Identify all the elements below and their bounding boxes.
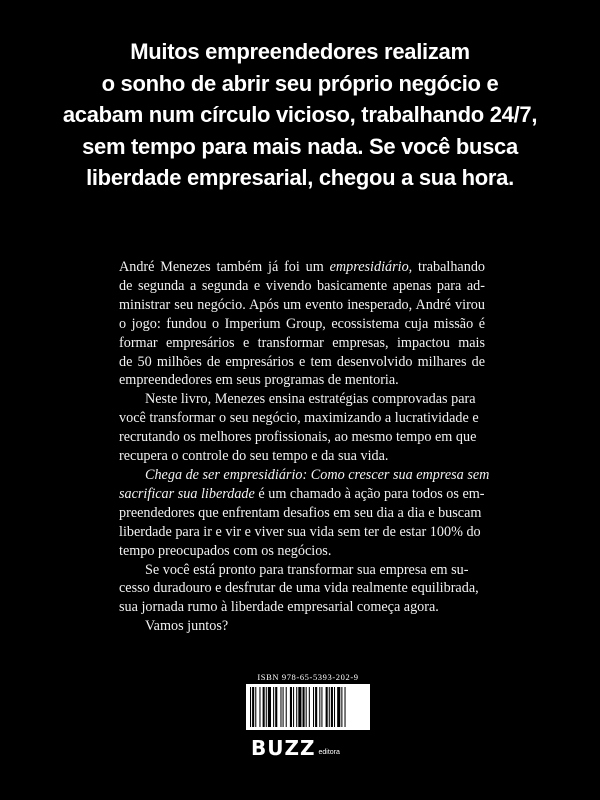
text-line: de 50 milhões de empresários e tem desenvolvido milhares de bbox=[119, 353, 485, 370]
barcode-bar bbox=[334, 687, 335, 727]
barcode-bar bbox=[280, 687, 281, 727]
barcode-bar bbox=[286, 687, 287, 727]
barcode-bar bbox=[309, 687, 310, 727]
text-line: cesso duradouro e desfrutar de uma vida realmente equilibrada, bbox=[119, 580, 479, 597]
barcode-bar bbox=[268, 687, 271, 727]
publisher-logo-mark: BUZZ bbox=[251, 736, 316, 760]
headline bbox=[60, 36, 540, 194]
headline-line: liberdade empresarial, chegou a sua hora. bbox=[86, 165, 514, 190]
text-line: você transformar o seu negócio, maximizando a lucratividade e bbox=[119, 410, 479, 427]
barcode-bar bbox=[259, 687, 260, 727]
text-line: Neste livro, Menezes ensina estratégias comprovadas para bbox=[145, 391, 476, 408]
text-span: , trabalhando bbox=[408, 259, 486, 275]
barcode-bar bbox=[326, 687, 328, 727]
text-line: sua jornada rumo à liberdade empresarial começa agora. bbox=[119, 599, 439, 616]
barcode-bar bbox=[252, 687, 254, 727]
barcode-bar bbox=[321, 687, 322, 727]
synopsis-paragraph bbox=[119, 617, 485, 636]
barcode-bar bbox=[283, 687, 284, 727]
barcode-bar bbox=[255, 687, 256, 727]
text-line: preendedores que enfrentam desafios em seu dia a dia e buscam bbox=[119, 504, 482, 521]
barcode-bar bbox=[329, 687, 330, 727]
text-span: é um chamado à ação para todos os em- bbox=[254, 485, 485, 502]
text-line bbox=[119, 485, 485, 504]
publisher-logo bbox=[251, 738, 340, 758]
barcode-bar bbox=[250, 687, 251, 727]
barcode-bar bbox=[296, 687, 297, 727]
text-line: o jogo: fundou o Imperium Group, ecossistema cuja missão é bbox=[119, 315, 485, 332]
text-span: André Menezes também já foi um bbox=[119, 259, 330, 275]
barcode-bar bbox=[313, 687, 314, 727]
synopsis bbox=[119, 258, 490, 636]
barcode bbox=[246, 684, 370, 730]
headline-line: sem tempo para mais nada. Se você busca bbox=[82, 133, 518, 159]
barcode-bar bbox=[263, 687, 265, 727]
barcode-bar bbox=[319, 687, 320, 727]
barcode-bar bbox=[266, 687, 267, 727]
barcode-bar bbox=[293, 687, 294, 727]
text-line: empreendedores em seus programas de mentoria. bbox=[119, 372, 399, 389]
barcode-bar bbox=[341, 687, 342, 727]
text-line: Se você está pronto para transformar sua empresa em su- bbox=[145, 561, 469, 578]
barcode-bar bbox=[315, 687, 317, 727]
text-line: ministrar seu negócio. Após um evento inesperado, André virou bbox=[119, 296, 485, 313]
headline-line: o sonho de abrir seu próprio negócio e bbox=[101, 70, 499, 96]
text-line: formar empresários e transformar empresas, impactou mais bbox=[119, 334, 485, 351]
barcode-bar bbox=[273, 687, 274, 727]
synopsis-paragraph bbox=[119, 561, 485, 618]
publisher-logo-sub: editora bbox=[318, 749, 340, 756]
barcode-bar bbox=[331, 687, 333, 727]
synopsis-paragraph bbox=[119, 258, 485, 390]
barcode-bar bbox=[337, 687, 340, 727]
text-line: recrutando os melhores profissionais, ao mesmo tempo em que bbox=[119, 429, 477, 446]
isbn-number: ISBN 978-65-5393-202-9 bbox=[257, 672, 359, 682]
barcode-bar bbox=[306, 687, 307, 727]
text-line: de segunda a segunda e vivendo basicamente apenas para ad- bbox=[119, 277, 485, 294]
text-line: tempo preocupados com os negócios. bbox=[119, 542, 332, 559]
barcode-bar bbox=[345, 687, 346, 727]
book-title: sacrificar sua liberdade bbox=[119, 485, 255, 502]
text-line bbox=[119, 258, 485, 277]
text-line: Vamos juntos? bbox=[145, 618, 229, 635]
synopsis-paragraph bbox=[119, 466, 490, 561]
headline-line: Muitos empreendedores realizam bbox=[130, 39, 470, 64]
text-line: recupera o controle do seu tempo e da sua vida. bbox=[119, 448, 389, 465]
barcode-bar bbox=[290, 687, 292, 727]
synopsis-paragraph bbox=[119, 390, 485, 466]
book-title: Chega de ser empresidiário: Como crescer sua empresa sem bbox=[145, 466, 490, 483]
barcode-bar bbox=[275, 687, 277, 727]
barcode-bar bbox=[303, 687, 305, 727]
barcode-graphic bbox=[246, 684, 370, 730]
emphasis-term: empresidiário bbox=[329, 259, 409, 275]
text-line: liberdade para ir e vir e viver sua vida sem ter de estar 100% do bbox=[119, 523, 481, 540]
barcode-bar bbox=[298, 687, 301, 727]
headline-line: acabam num círculo vicioso, trabalhando 24/7, bbox=[62, 102, 538, 127]
